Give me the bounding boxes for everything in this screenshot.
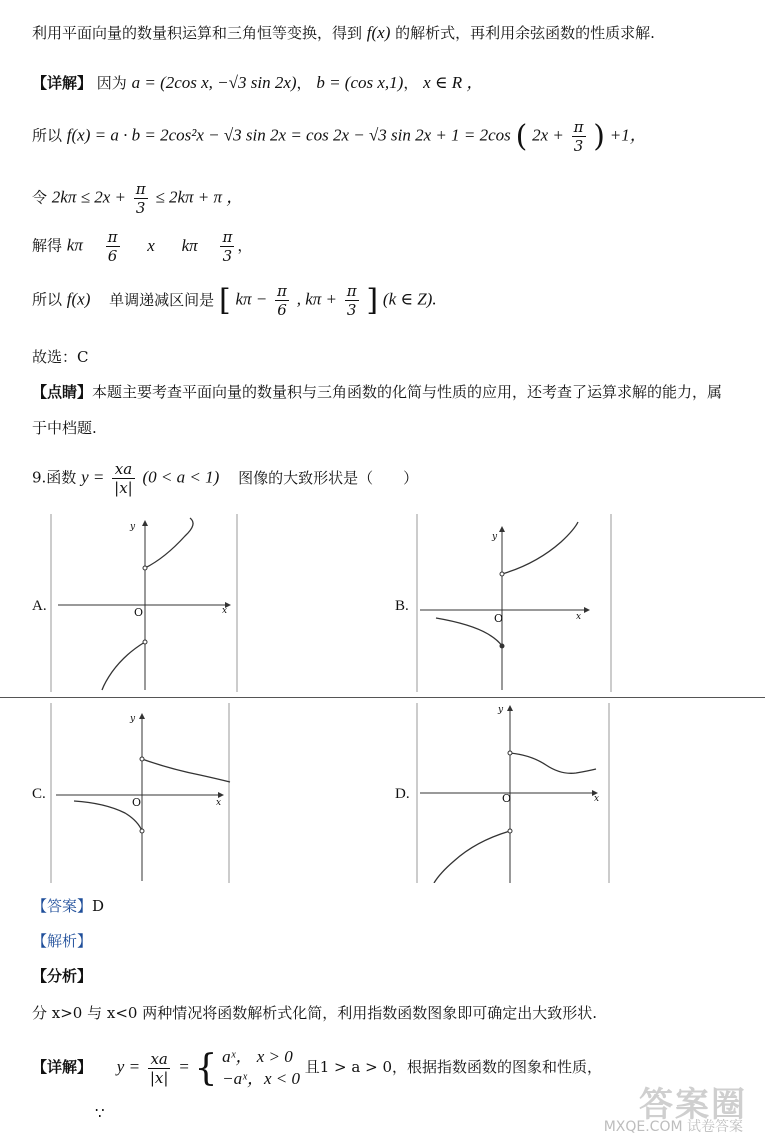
section-divider: [0, 697, 765, 698]
option-c-label[interactable]: C.: [32, 786, 46, 802]
q9-condition: (0 < a < 1): [142, 467, 220, 487]
detail2-condition: 且1 > a > 0，根据指数函数的图象和性质，: [304, 1058, 602, 1076]
graph-d[interactable]: [416, 703, 612, 883]
detail2-tag: 【详解】: [32, 1058, 93, 1076]
let-expr-b: ≤ 2kπ + π ，: [155, 187, 244, 207]
q9-text: 图像的大致形状是（ ）: [238, 468, 419, 487]
detail-tag: 【详解】: [32, 74, 93, 92]
intro-line: [32, 22, 655, 43]
case-1: aˣ， x > 0: [222, 1047, 293, 1066]
analysis-line: [32, 930, 92, 951]
graph-a-x-label: x: [222, 606, 228, 616]
q9-line: [32, 460, 418, 497]
x-domain: x ∈ R ，: [423, 73, 484, 92]
because-line: [95, 1104, 105, 1122]
paren-open: (: [515, 119, 528, 154]
option-a-label[interactable]: A.: [32, 598, 47, 614]
detail-line: 【详解】 因为 a = (2cos x, −√3 sin 2x)， b = (cos x,1)， x ∈ R ，: [32, 73, 484, 92]
so2-tail: (k ∈ Z).: [382, 289, 437, 309]
so-line-1: [32, 118, 647, 155]
graph-a-y-label: y: [130, 522, 136, 532]
intro-text: 利用平面向量的数量积运算和三角恒等变换，得到: [32, 24, 363, 42]
graph-c-y-label: y: [130, 714, 136, 724]
so2-desc: 单调递减区间是: [109, 290, 215, 309]
interval-close: ]: [366, 283, 379, 318]
interval-b: , kπ +: [296, 289, 337, 309]
case-2: −aˣ，x < 0: [222, 1069, 300, 1088]
graph-c[interactable]: [50, 703, 232, 883]
inner-2x: 2x +: [532, 125, 564, 145]
graph-a-origin: O: [134, 606, 144, 619]
solve-kpi-1: kπ: [66, 235, 83, 255]
option-d-label[interactable]: D.: [395, 786, 410, 802]
fx-symbol: f(x): [366, 23, 391, 42]
because-symbol: ∵: [95, 1104, 105, 1122]
analysis-text-line: [32, 1002, 597, 1023]
graph-a[interactable]: [50, 514, 240, 692]
frac-pi-3-b: $\frac{\pi}{3}$: [135, 180, 146, 217]
so-expression: f(x) = a · b = 2cos²x − √3 sin 2x = cos 2x − √3 sin 2x + 1 = 2cos: [66, 125, 511, 145]
analysis2-tag: 【分析】: [32, 967, 93, 985]
comment-text-1: 本题主要考查平面向量的数量积与三角函数的化简与性质的应用，还考查了运算求解的能力，属: [92, 383, 723, 401]
answer-tag: 【答案】: [32, 897, 93, 915]
so-tail: +1，: [609, 125, 647, 145]
graph-c-x-label: x: [216, 798, 222, 808]
graph-b-origin: O: [494, 612, 504, 625]
answer-line: [32, 895, 104, 916]
analysis-text: 分 x>0 与 x<0 两种情况将函数解析式化简，利用指数函数图象即可确定出大致形状.: [32, 1004, 597, 1022]
frac-pi-6-b: $\frac{\pi}{6}$: [277, 282, 287, 319]
solve-text: 解得: [32, 236, 63, 255]
detail2-line: 【详解】 y = $\frac{xa}{|x|}$ = { aˣ， x > 0 −aˣ，x < 0 且1 > a > 0，根据指数函数的图象和性质，: [32, 1047, 602, 1089]
graph-b-x-label: x: [576, 612, 582, 622]
detail2-frac: $\frac{xa}{|x|}$: [149, 1049, 169, 1087]
so2-fx: f(x): [66, 289, 91, 309]
graph-d-x-label: x: [594, 794, 600, 804]
choose-line: [32, 346, 88, 367]
graph-b-y-label: y: [492, 532, 498, 542]
solve-x: x: [147, 235, 155, 255]
intro-text-2: 的解析式，再利用余弦函数的性质求解.: [395, 24, 655, 42]
solve-line: 解得 kπ $\frac{\pi}{6}$ x kπ $\frac{\pi}{3}$ ，: [32, 228, 253, 265]
let-expr-a: 2kπ ≤ 2x +: [51, 187, 126, 207]
paren-close: ): [593, 119, 605, 154]
frac-pi-3-d: $\frac{\pi}{3}$: [346, 282, 357, 319]
piecewise-brace: {: [194, 1047, 218, 1089]
detail2-y: y =: [116, 1057, 141, 1076]
analysis-tag: 【解析】: [32, 932, 93, 950]
comment-line-1: [32, 381, 722, 402]
graph-b[interactable]: [416, 514, 614, 692]
frac-pi-3-c: $\frac{\pi}{3}$: [222, 228, 233, 265]
interval-a: kπ −: [235, 289, 268, 309]
so-text: 所以: [32, 126, 63, 145]
frac-pi-3: $\frac{\pi}{3}$: [573, 118, 584, 155]
so-line-2: [32, 282, 437, 319]
comment-tag: 【点睛】: [32, 383, 93, 401]
frac-pi-6: $\frac{\pi}{6}$: [107, 228, 118, 265]
vector-a: a = (2cos x, −√3 sin 2x): [131, 73, 297, 92]
watermark-logo: 答案圈: [639, 1085, 747, 1125]
q9-number: 9.函数: [32, 468, 77, 487]
answer-value: D: [92, 897, 105, 915]
watermark-sub: MXQE.COM 试卷答案: [603, 1119, 743, 1135]
interval-open: [: [218, 283, 231, 318]
solve-kpi-2: kπ: [181, 235, 198, 255]
so2-text: 所以: [32, 290, 63, 309]
graph-d-origin: O: [502, 792, 512, 805]
detail-text: 因为: [96, 74, 127, 92]
comment-text-2: 于中档题.: [32, 419, 97, 437]
choose-text: 故选：C: [32, 348, 89, 366]
let-line: [32, 180, 243, 217]
option-b-label[interactable]: B.: [395, 598, 409, 614]
analysis2-line: [32, 965, 92, 986]
graph-d-y-label: y: [498, 705, 504, 715]
piecewise-cases: [222, 1046, 300, 1090]
vector-b: b = (cos x,1): [316, 73, 404, 92]
comment-line-2: [32, 417, 97, 438]
q9-frac: $\frac{xa}{|x|}$: [114, 460, 133, 497]
graph-c-origin: O: [132, 796, 142, 809]
let-text: 令: [32, 188, 48, 207]
q9-y: y =: [81, 467, 105, 487]
